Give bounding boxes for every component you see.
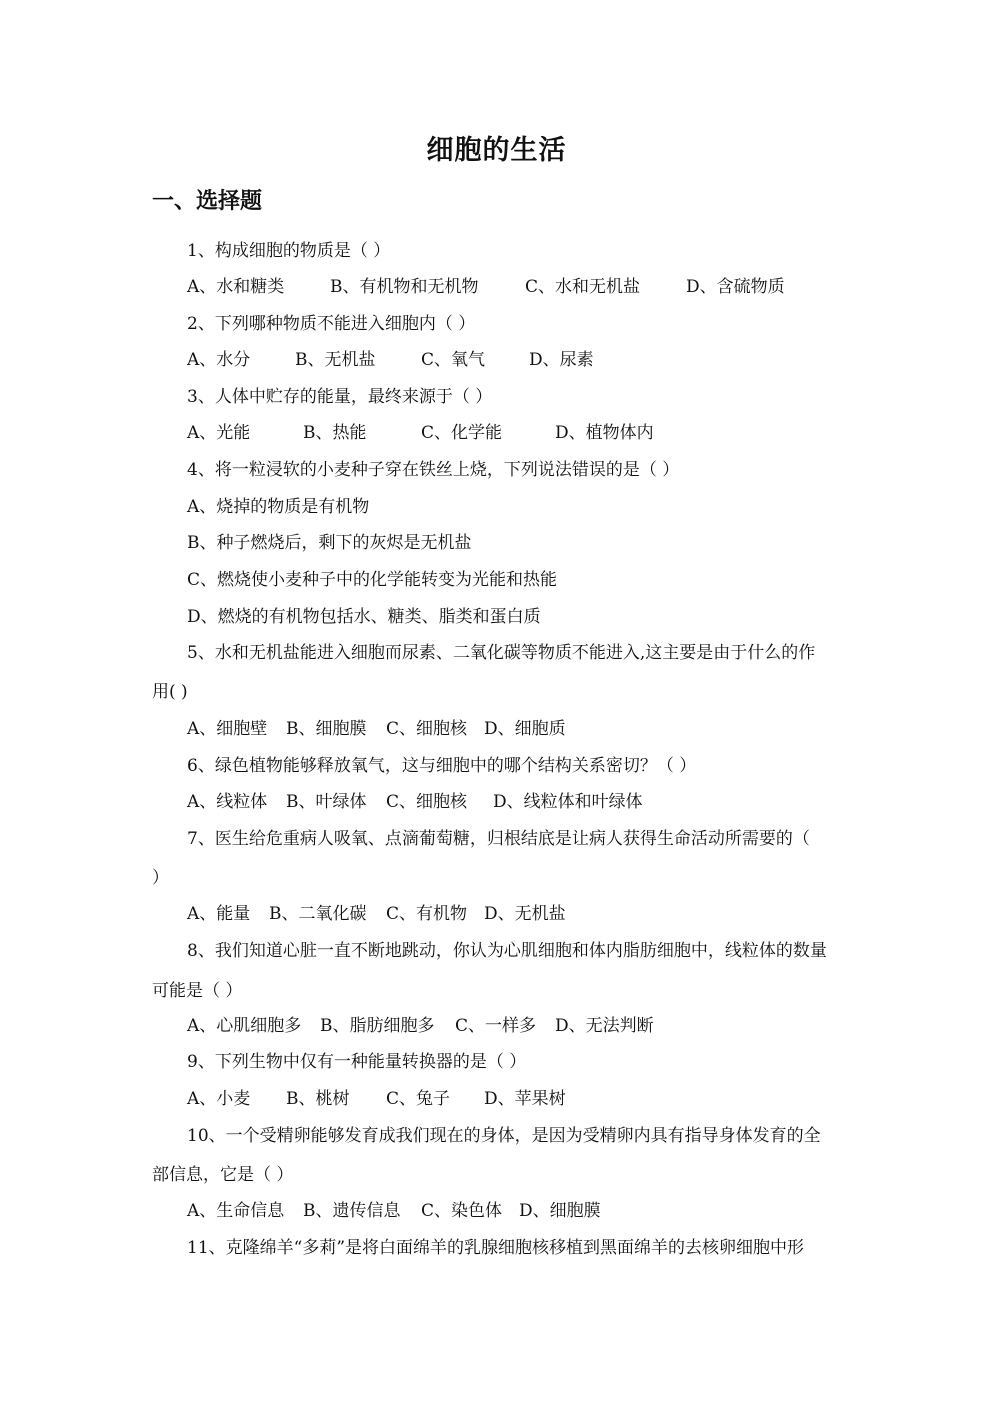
- answer-option: C、细胞核: [386, 792, 468, 812]
- answer-option: C、氧气: [421, 350, 486, 370]
- answer-option: A、小麦: [187, 1089, 251, 1109]
- answer-option: B、遗传信息: [303, 1201, 401, 1221]
- question-line: 1、构成细胞的物质是（ ）: [187, 241, 391, 261]
- answer-option: B、桃树: [286, 1089, 350, 1109]
- answer-option: D、无机盐: [484, 904, 566, 924]
- answer-option: A、线粒体: [187, 792, 268, 812]
- question-line: 7、医生给危重病人吸氧、点滴葡萄糖，归根结底是让病人获得生命活动所需要的（: [187, 829, 810, 849]
- answer-option: A、细胞壁: [187, 719, 268, 739]
- answer-option: C、一样多: [455, 1016, 537, 1036]
- question-line: 可能是（ ）: [152, 981, 243, 1001]
- answer-option: A、能量: [187, 904, 251, 924]
- answer-option: A、水分: [187, 350, 251, 370]
- question-line: A、烧掉的物质是有机物: [187, 497, 370, 517]
- answer-option: A、生命信息: [187, 1201, 285, 1221]
- answer-option: C、染色体: [421, 1201, 503, 1221]
- answer-option: B、脂肪细胞多: [320, 1016, 435, 1036]
- answer-option: C、有机物: [386, 904, 468, 924]
- question-line: 6、绿色植物能够释放氧气，这与细胞中的哪个结构关系密切？（ ）: [187, 756, 697, 776]
- question-line: B、种子燃烧后，剩下的灰烬是无机盐: [187, 533, 472, 553]
- answer-option: B、热能: [303, 423, 367, 443]
- question-line: 10、一个受精卵能够发育成我们现在的身体，是因为受精卵内具有指导身体发育的全: [187, 1126, 821, 1146]
- answer-option: D、细胞质: [484, 719, 566, 739]
- answer-option: B、叶绿体: [286, 792, 367, 812]
- answer-option: C、细胞核: [386, 719, 468, 739]
- question-line: C、燃烧使小麦种子中的化学能转变为光能和热能: [187, 570, 558, 590]
- answer-option: D、植物体内: [555, 423, 654, 443]
- answer-option: C、化学能: [421, 423, 503, 443]
- question-line: 5、水和无机盐能进入细胞而尿素、二氧化碳等物质不能进入,这主要是由于什么的作: [187, 643, 816, 663]
- answer-option: D、无法判断: [555, 1016, 654, 1036]
- answer-option: B、二氧化碳: [269, 904, 367, 924]
- question-line: 4、将一粒浸软的小麦种子穿在铁丝上烧，下列说法错误的是（ ）: [187, 460, 680, 480]
- question-line: 3、人体中贮存的能量，最终来源于（ ）: [187, 387, 493, 407]
- answer-option: B、无机盐: [295, 350, 376, 370]
- answer-option: D、苹果树: [484, 1089, 566, 1109]
- question-line: 用( ): [152, 682, 188, 702]
- answer-option: A、水和糖类: [187, 277, 285, 297]
- answer-option: D、尿素: [529, 350, 594, 370]
- document-title: 细胞的生活: [426, 135, 567, 166]
- question-line: D、燃烧的有机物包括水、糖类、脂类和蛋白质: [187, 607, 541, 627]
- answer-option: B、有机物和无机物: [330, 277, 479, 297]
- question-line: 9、下列生物中仅有一种能量转换器的是（ ）: [187, 1052, 527, 1072]
- question-line: 2、下列哪种物质不能进入细胞内（ ）: [187, 314, 476, 334]
- question-line: ）: [152, 868, 169, 888]
- question-line: 部信息，它是（ ）: [152, 1165, 294, 1185]
- answer-option: B、细胞膜: [286, 719, 367, 739]
- question-line: 8、我们知道心脏一直不断地跳动，你认为心肌细胞和体内脂肪细胞中，线粒体的数量: [187, 941, 827, 961]
- answer-option: D、含硫物质: [686, 277, 785, 297]
- section-heading: 一、选择题: [152, 188, 263, 214]
- answer-option: A、光能: [187, 423, 251, 443]
- answer-option: A、心肌细胞多: [187, 1016, 302, 1036]
- answer-option: C、兔子: [386, 1089, 451, 1109]
- question-line: 11、克隆绵羊“多莉”是将白面绵羊的乳腺细胞核移植到黑面绵羊的去核卵细胞中形: [187, 1238, 805, 1258]
- answer-option: D、细胞膜: [519, 1201, 601, 1221]
- answer-option: C、水和无机盐: [525, 277, 641, 297]
- answer-option: D、线粒体和叶绿体: [493, 792, 643, 812]
